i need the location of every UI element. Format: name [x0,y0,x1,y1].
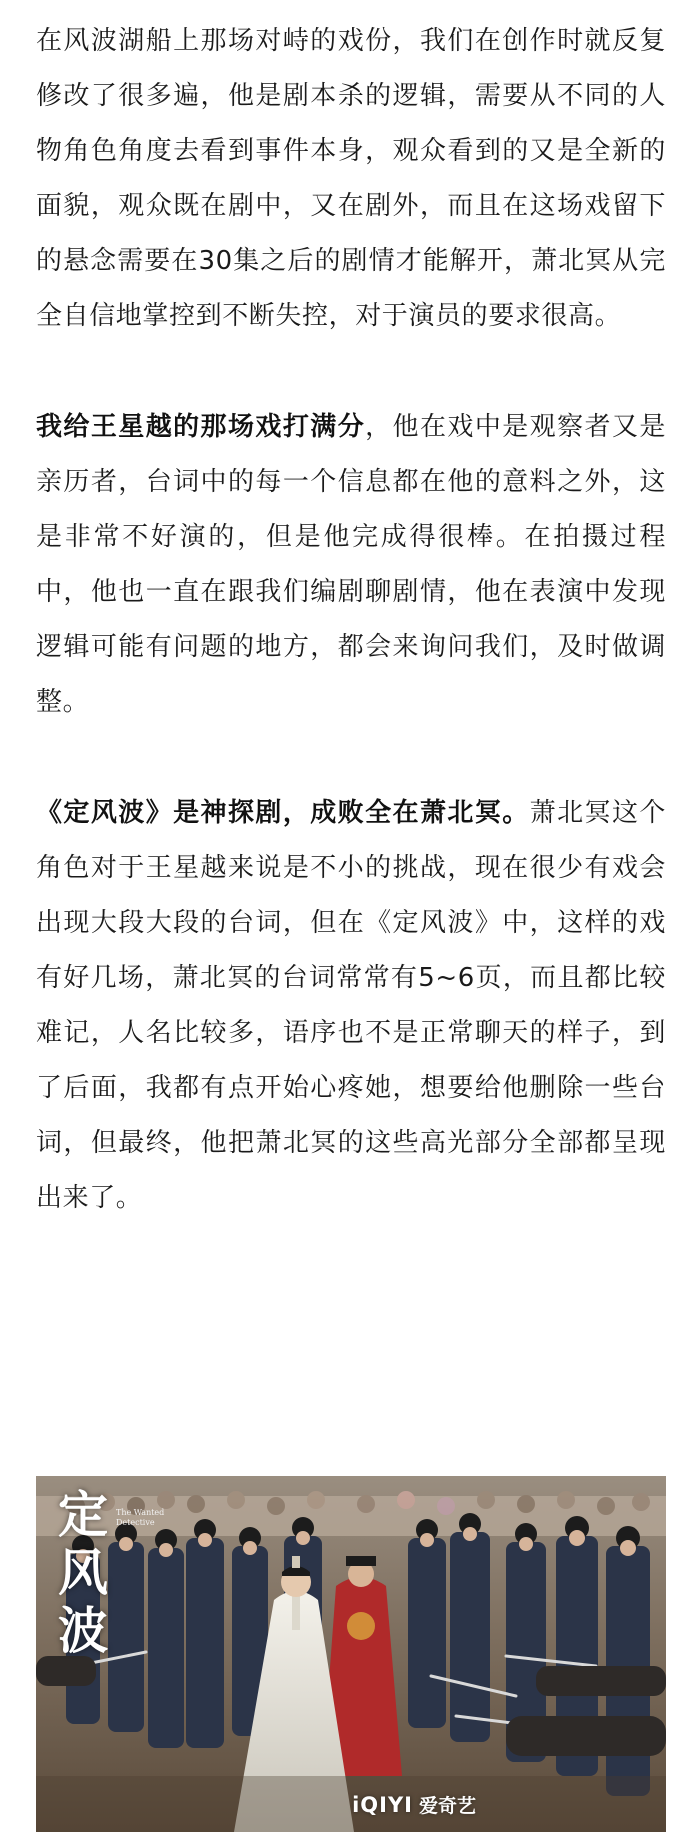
paragraph-3-text: 萧北冥这个角色对于王星越来说是不小的挑战，现在很少有戏会出现大段大段的台词，但在《定风波》中，这样的戏有好几场，萧北冥的台词常常有5~6页，而且都比较难记，人名比较多，语序也不是正常聊天的样子，到了后面，我都有点开始心疼她，想要给他删除一些台词，但最终，他把萧北冥的这些高光部分全部都呈现出来了。 [36,798,666,1213]
paragraph-3-lead: 《定风波》是神探剧，成败全在萧北冥。 [36,798,530,828]
iqiyi-watermark [352,1791,476,1818]
drama-still-photo[interactable] [36,1476,666,1832]
watermark-brand: iQIYI [352,1792,413,1817]
title-char-1: 定 [58,1485,108,1544]
title-char-3: 波 [58,1601,108,1660]
article-body [36,14,666,1282]
paragraph-1 [36,14,666,344]
watermark-cn: 爱奇艺 [418,1795,476,1817]
paragraph-1-text: 在风波湖船上那场对峙的戏份，我们在创作时就反复修改了很多遍，他是剧本杀的逻辑，需要从不同的人物角色角度去看到事件本身，观众看到的又是全新的面貌，观众既在剧中，又在剧外，而且在这场戏留下的悬念需要在30集之后的剧情才能解开，萧北冥从完全自信地掌控到不断失控，对于演员的要求很高。 [36,26,666,331]
paragraph-2 [36,400,666,730]
paragraph-2-lead: 我给王星越的那场戏打满分 [36,412,366,442]
drama-title-logo [58,1486,118,1660]
photo-scene [36,1476,666,1832]
title-char-2: 风 [58,1543,108,1602]
paragraph-2-text: ，他在戏中是观察者又是亲历者，台词中的每一个信息都在他的意料之外，这是非常不好演的，但是他完成得很棒。在拍摄过程中，他也一直在跟我们编剧聊剧情，他在表演中发现逻辑可能有问题的地方，都会来询问我们，及时做调整。 [36,412,666,717]
drama-english-title: The Wanted Detective [116,1508,165,1527]
paragraph-3 [36,786,666,1226]
